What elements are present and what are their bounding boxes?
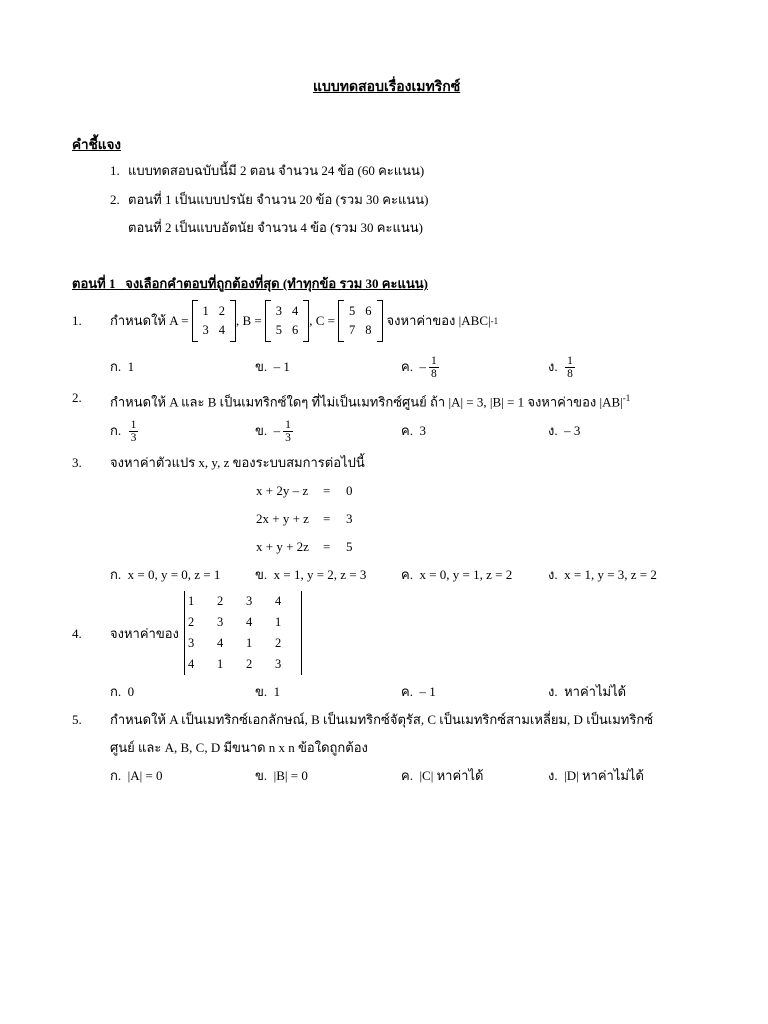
fraction	[565, 355, 575, 380]
choice-b	[255, 567, 366, 583]
choice-label: ข.	[255, 768, 268, 783]
choice-label: ง.	[548, 684, 558, 699]
choice-text: 1	[127, 359, 135, 374]
q1-prefix: กำหนดให้ A =	[110, 313, 189, 328]
det-cell: 2	[275, 636, 282, 650]
choice-label: ข.	[255, 684, 268, 699]
instruction-text: ตอนที่ 2 เป็นแบบอัตนัย จำนวน 4 ข้อ (รวม 30 คะแนน)	[128, 220, 423, 235]
choice-label: ค.	[401, 567, 413, 582]
question-3-stem: จงหาค่าตัวแปร x, y, z ของระบบสมการต่อไปนี้	[110, 455, 365, 470]
choice-label: ก.	[110, 423, 122, 438]
question-2-stem	[110, 390, 630, 410]
question-5-stem-line2: ศูนย์ และ A, B, C, D มีขนาด n x n ข้อใดถูกต้อง	[110, 740, 368, 755]
choice-label: ค.	[401, 423, 413, 438]
fraction	[429, 355, 439, 380]
matrix-cell: 7	[349, 323, 356, 337]
equation-rhs: 0	[346, 483, 353, 498]
instruction-num: 2.	[110, 192, 120, 207]
choice-a	[110, 359, 134, 375]
superscript: -1	[490, 316, 499, 326]
instruction-num: 1.	[110, 163, 120, 178]
det-cell: 3	[275, 657, 282, 671]
choice-c	[401, 684, 436, 700]
det-cell: 2	[217, 594, 224, 608]
choice-text: – 1	[419, 684, 436, 699]
choice-label: ก.	[110, 359, 122, 374]
matrix-cell: 6	[292, 323, 299, 337]
matrix-b	[265, 302, 310, 340]
det-cell: 4	[188, 657, 195, 671]
choice-text: 0	[127, 684, 135, 699]
choice-b	[255, 359, 290, 375]
matrix-cell: 6	[365, 304, 372, 318]
equation-lhs: x + y + 2z	[256, 539, 309, 554]
choice-label: ข.	[255, 567, 268, 582]
instruction-text: ตอนที่ 1 เป็นแบบปรนัย จำนวน 20 ข้อ (รวม 30 คะแนน)	[128, 192, 429, 207]
det-cell: 2	[188, 615, 195, 629]
choice-a	[110, 684, 134, 700]
choice-label: ก.	[110, 684, 122, 699]
matrix-cell: 4	[218, 323, 225, 337]
choice-b	[255, 684, 280, 700]
matrix-cell: 3	[202, 323, 209, 337]
det-cell: 4	[217, 636, 224, 650]
question-4-stem: จงหาค่าของ	[110, 626, 179, 641]
det-cell: 1	[246, 636, 253, 650]
choice-d	[548, 423, 580, 439]
superscript: -1	[622, 393, 631, 403]
choice-text: |C| หาค่าได้	[419, 768, 484, 783]
question-1-stem	[110, 299, 498, 343]
matrix-c	[338, 302, 383, 340]
fraction	[283, 419, 293, 444]
equation-lhs: 2x + y + z	[256, 511, 309, 526]
choice-text: |A| = 0	[127, 768, 163, 783]
fraction-numerator: 1	[567, 354, 573, 367]
choice-text: x = 0, y = 0, z = 1	[127, 567, 221, 582]
choice-text: – 1	[273, 359, 290, 374]
matrix-cell: 1	[202, 304, 209, 318]
choice-label: ง.	[548, 567, 558, 582]
choice-text: 1	[273, 684, 281, 699]
choice-label: ค.	[401, 359, 413, 374]
choice-label: ง.	[548, 768, 558, 783]
det-cell: 3	[246, 594, 253, 608]
choice-label: ข.	[255, 359, 268, 374]
choice-d	[548, 567, 657, 583]
choice-c	[401, 567, 512, 583]
choice-text: |D| หาค่าไม่ได้	[564, 768, 644, 783]
q1-sep-c: , C =	[309, 313, 336, 328]
choice-c	[401, 351, 440, 383]
choice-label: ข.	[255, 423, 268, 438]
choice-d	[548, 768, 644, 784]
choice-a	[110, 567, 220, 583]
fraction-numerator: 1	[130, 418, 137, 431]
minus-sign: –	[273, 423, 281, 438]
part1-label: ตอนที่ 1	[72, 276, 116, 291]
det-cell: 2	[246, 657, 253, 671]
equation-equals: =	[323, 539, 331, 554]
choice-label: ก.	[110, 567, 122, 582]
minus-sign: –	[419, 359, 426, 374]
fraction-numerator: 1	[285, 418, 291, 431]
choice-c	[401, 768, 483, 784]
matrix-cell: 3	[275, 304, 283, 318]
q2-text: กำหนดให้ A และ B เป็นเมทริกซ์ใดๆ ที่ไม่เป็นเมทริกซ์ศูนย์ ถ้า |A| = 3, |B| = 1 จงหาค่าของ |AB|	[110, 394, 623, 410]
det-cell: 3	[217, 615, 224, 629]
det-cell: 3	[188, 636, 195, 650]
q1-sep-b: , B =	[236, 313, 262, 328]
fraction-denominator: 3	[130, 431, 137, 444]
det-cell: 1	[275, 615, 282, 629]
choice-label: ง.	[548, 359, 558, 374]
question-number: 5.	[72, 712, 82, 727]
choice-label: ค.	[401, 768, 413, 783]
fraction	[129, 419, 139, 444]
fraction-denominator: 8	[430, 367, 437, 380]
choice-a	[110, 768, 163, 784]
choice-b	[255, 768, 308, 784]
matrix-a	[192, 302, 237, 340]
part1-heading	[72, 276, 428, 292]
choice-text: หาค่าไม่ได้	[564, 684, 627, 699]
matrix-cell: 5	[275, 323, 283, 337]
determinant	[184, 591, 302, 675]
page-title: แบบทดสอบเรื่องเมทริกซ์	[313, 80, 461, 95]
choice-d	[548, 351, 576, 383]
choice-d	[548, 684, 626, 700]
choice-text: 3	[419, 423, 426, 438]
choice-c	[401, 423, 426, 439]
equation-rhs: 5	[346, 539, 353, 554]
choice-text: – 3	[564, 423, 581, 438]
equation-rhs: 3	[346, 511, 353, 526]
fraction-denominator: 8	[567, 367, 573, 380]
choice-label: ก.	[110, 768, 122, 783]
matrix-cell: 5	[349, 304, 356, 318]
part1-text: จงเลือกคำตอบที่ถูกต้องที่สุด (ทำทุกข้อ รวม 30 คะแนน)	[125, 276, 428, 291]
choice-a	[110, 415, 139, 447]
det-cell: 1	[217, 657, 224, 671]
det-cell: 4	[275, 594, 282, 608]
instruction-text: แบบทดสอบฉบับนี้มี 2 ตอน จำนวน 24 ข้อ (60 คะแนน)	[128, 163, 425, 178]
matrix-cell: 4	[292, 304, 299, 318]
q1-suffix: จงหาค่าของ |ABC|	[386, 313, 491, 328]
question-number: 2.	[72, 390, 82, 405]
matrix-cell: 8	[365, 323, 372, 337]
instructions-heading: คำชี้แจง	[72, 137, 121, 152]
matrix-cell: 2	[218, 304, 225, 318]
equation-equals: =	[323, 511, 331, 526]
choice-text: x = 0, y = 1, z = 2	[419, 567, 513, 582]
choice-b	[255, 415, 294, 447]
question-5-stem-line1: กำหนดให้ A เป็นเมทริกซ์เอกลักษณ์, B เป็นเมทริกซ์จัตุรัส, C เป็นเมทริกซ์สามเหลี่ยม, D เป็นเมทริกซ์	[110, 712, 654, 727]
equation-equals: =	[323, 483, 331, 498]
fraction-denominator: 3	[285, 431, 291, 444]
det-cell: 1	[188, 594, 195, 608]
question-number: 3.	[72, 455, 82, 470]
question-number: 1.	[72, 313, 82, 328]
choice-text: x = 1, y = 3, z = 2	[564, 567, 657, 582]
choice-label: ง.	[548, 423, 558, 438]
choice-text: x = 1, y = 2, z = 3	[273, 567, 367, 582]
choice-text: |B| = 0	[273, 768, 308, 783]
equation-lhs: x + 2y – z	[256, 483, 309, 498]
fraction-numerator: 1	[430, 354, 437, 367]
choice-label: ค.	[401, 684, 413, 699]
question-number: 4.	[72, 626, 82, 641]
det-cell: 4	[246, 615, 253, 629]
